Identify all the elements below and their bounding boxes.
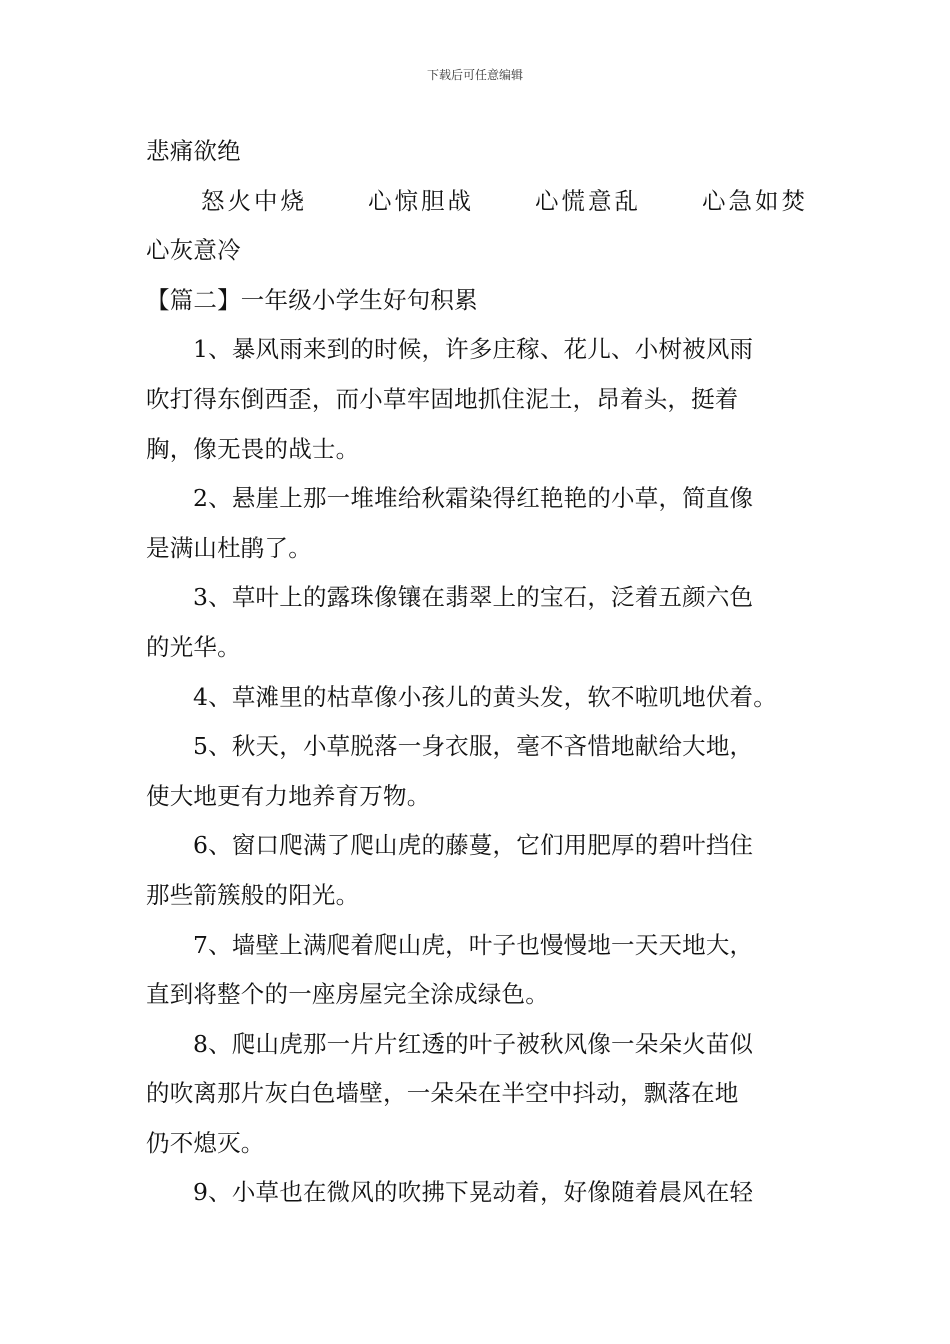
sentence-list: [146, 325, 808, 1218]
text-line: 胸，像无畏的战士。: [146, 434, 360, 463]
text-line: 1、暴风雨来到的时候，许多庄稼、花儿、小树被风雨: [193, 335, 754, 364]
text-line: 9、小草也在微风的吹拂下晃动着，好像随着晨风在轻: [193, 1178, 754, 1207]
text-line: 2、悬崖上那一堆堆给秋霜染得红艳艳的小草，简直像: [193, 484, 754, 513]
page-header-note: 下载后可任意编辑: [426, 68, 523, 82]
text-line: 的光华。: [146, 632, 241, 661]
text-line: 8、爬山虎那一片片红透的叶子被秋风像一朵朵火苗似: [193, 1029, 754, 1058]
text-line: 4、草滩里的枯草像小孩儿的黄头发，软不啦叽地伏着。: [193, 682, 777, 711]
text-line: 5、秋天，小草脱落一身衣服，毫不吝惜地献给大地，: [193, 732, 754, 761]
text-line: 7、墙壁上满爬着爬山虎，叶子也慢慢地一天天地大，: [193, 930, 754, 959]
intro-line-1: 悲痛欲绝: [146, 137, 241, 165]
text-line: 是满山杜鹃了。: [146, 533, 312, 562]
document-body: [146, 127, 808, 1218]
idiom-item: 怒火中烧: [201, 186, 307, 215]
text-line: 直到将整个的一座房屋完全涂成绿色。: [146, 980, 549, 1009]
idiom-item: 心惊胆战: [368, 186, 474, 215]
idiom-row: [146, 177, 808, 227]
text-line: 仍不熄灭。: [146, 1128, 265, 1157]
section-title: 【篇二】一年级小学生好句积累: [146, 285, 478, 314]
idiom-item: 心慌意乱: [535, 186, 641, 215]
text-line: 吹打得东倒西歪，而小草牢固地抓住泥土，昂着头，挺着: [146, 384, 739, 413]
text-line: 那些箭簇般的阳光。: [146, 880, 360, 909]
intro-line-3: 心灰意冷: [146, 236, 241, 265]
text-line: 6、窗口爬满了爬山虎的藤蔓，它们用肥厚的碧叶挡住: [193, 831, 754, 860]
text-line: 使大地更有力地养育万物。: [146, 781, 431, 810]
text-line: 3、草叶上的露珠像镶在翡翠上的宝石，泛着五颜六色: [193, 583, 754, 612]
text-line: 的吹离那片灰白色墙壁，一朵朵在半空中抖动，飘落在地: [146, 1079, 739, 1108]
idiom-item: 心急如焚: [702, 186, 808, 215]
